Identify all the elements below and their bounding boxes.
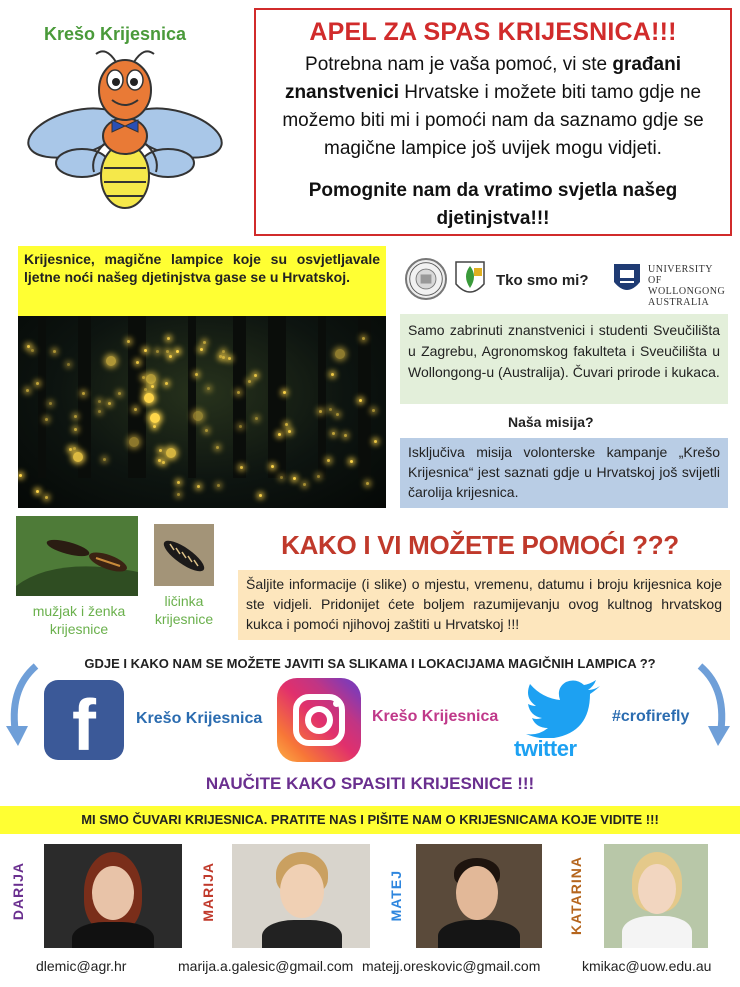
- firefly-glow: [237, 391, 240, 394]
- firefly-glow: [205, 429, 208, 432]
- appeal-help: Pomognite nam da vratimo svjetla našeg djetinjstva!!!: [308, 180, 678, 229]
- appeal-text-bold: građani znanstvenici: [284, 54, 681, 103]
- firefly-glow: [144, 393, 154, 403]
- firefly-glow: [222, 356, 225, 359]
- firefly-glow: [31, 349, 34, 352]
- firefly-glow: [159, 449, 162, 452]
- twitter-hashtag[interactable]: #crofirefly: [612, 708, 690, 725]
- firefly-glow: [329, 408, 332, 411]
- instagram-label[interactable]: Krešo Krijesnica: [372, 708, 499, 725]
- tree-trunk: [38, 316, 46, 478]
- firefly-glow: [108, 402, 111, 405]
- firefly-glow: [136, 361, 139, 364]
- firefly-glow: [49, 402, 52, 405]
- firefly-glow: [278, 433, 281, 436]
- university-zagreb-logo: [405, 258, 447, 300]
- photo-matej: [416, 844, 542, 948]
- photo-darija: [44, 844, 182, 948]
- firefly-glow: [288, 430, 291, 433]
- firefly-glow: [200, 348, 203, 351]
- firefly-glow: [45, 418, 48, 421]
- tree-trunk: [358, 316, 371, 478]
- firefly-glow: [327, 459, 330, 462]
- photo-marija: [232, 844, 370, 948]
- firefly-glow: [176, 350, 179, 353]
- firefly-glow: [151, 385, 154, 388]
- who-text: Samo zabrinuti znanstvenici i studenti Sveučilišta u Zagrebu, Agronomskog fakulteta i Sveučilišta u Wollongong-u (Australija). Čuvari prirode i kukaca.: [400, 314, 728, 404]
- firefly-glow: [271, 465, 274, 468]
- firefly-glow: [217, 484, 220, 487]
- email-marija[interactable]: marija.a.galesic@gmail.com: [178, 958, 354, 974]
- firefly-glow: [167, 337, 170, 340]
- mission-heading: Naša misija?: [508, 414, 594, 430]
- firefly-glow: [317, 475, 320, 478]
- firefly-glow: [228, 357, 231, 360]
- firefly-glow: [195, 373, 198, 376]
- person-name-matej: MATEJ: [388, 870, 404, 922]
- firefly-glow: [165, 382, 168, 385]
- firefly-glow: [240, 466, 243, 469]
- firefly-glow: [118, 392, 121, 395]
- firefly-glow: [158, 459, 161, 462]
- firefly-glow: [142, 376, 145, 379]
- curved-arrow-right-icon: [694, 660, 734, 750]
- facebook-icon[interactable]: f: [44, 680, 124, 760]
- firefly-glow: [73, 452, 83, 462]
- firefly-glow: [144, 388, 147, 391]
- agronomy-faculty-logo: [452, 258, 488, 300]
- follow-banner: MI SMO ČUVARI KRIJESNICA. PRATITE NAS I PIŠITE NAM O KRIJESNICAMA KOJE VIDITE !!!: [0, 806, 740, 834]
- firefly-glow: [36, 490, 39, 493]
- appeal-text-after: Hrvatske i možete biti tamo gdje ne možemo biti mi i pomoći nam da saznamo gdje se magične lampice još uvijek mogu vidjeti.: [282, 82, 704, 159]
- tree-trunk: [233, 316, 246, 478]
- adult-firefly-photo: [16, 516, 138, 596]
- firefly-glow: [169, 355, 172, 358]
- firefly-glow: [239, 425, 242, 428]
- appeal-heading: APEL ZA SPAS KRIJESNICA!!!: [309, 18, 677, 46]
- firefly-glow: [166, 350, 169, 353]
- uow-line3: AUSTRALIA: [648, 297, 710, 308]
- firefly-glow: [359, 399, 362, 402]
- firefly-glow: [106, 356, 116, 366]
- appeal-text: [270, 51, 716, 163]
- person-name-marija: MARIJA: [200, 862, 216, 922]
- tree-trunk: [268, 316, 286, 478]
- firefly-glow: [98, 410, 101, 413]
- firefly-glow: [319, 410, 322, 413]
- tree-trunk: [318, 316, 326, 478]
- firefly-glow: [197, 485, 200, 488]
- firefly-glow: [73, 447, 76, 450]
- firefly-glow: [255, 417, 258, 420]
- howto-heading: KAKO I VI MOŽETE POMOĆI ???: [281, 530, 679, 560]
- firefly-glow: [36, 382, 39, 385]
- firefly-glow: [336, 413, 339, 416]
- firefly-glow: [27, 345, 30, 348]
- person-name-darija: DARIJA: [10, 862, 26, 921]
- firefly-glow: [74, 415, 77, 418]
- firefly-glow: [335, 349, 345, 359]
- firefly-glow: [150, 413, 160, 423]
- twitter-bird-icon[interactable]: [524, 678, 604, 738]
- email-darija[interactable]: dlemic@agr.hr: [36, 958, 127, 974]
- firefly-glow: [372, 409, 375, 412]
- firefly-glow: [293, 477, 296, 480]
- firefly-glow: [98, 400, 101, 403]
- firefly-glow: [350, 460, 353, 463]
- larva-photo: [154, 524, 214, 586]
- photo-katarina: [604, 844, 708, 948]
- firefly-glow: [331, 373, 334, 376]
- firefly-glow: [222, 350, 225, 353]
- firefly-glow: [156, 350, 159, 353]
- appeal-text-before: Potrebna nam je vaša pomoć, vi ste: [305, 54, 613, 75]
- uow-line2: OF WOLLONGONG: [648, 275, 726, 297]
- firefly-glow: [259, 494, 262, 497]
- instagram-icon[interactable]: [277, 678, 361, 762]
- firefly-glow: [283, 391, 286, 394]
- mission-text: Isključiva misija volonterske kampanje „Krešo Krijesnica“ jest saznati gdje u Hrvatskoj još svijetli čarolija krijesnica.: [400, 438, 728, 508]
- curved-arrow-left-icon: [2, 660, 42, 750]
- firefly-glow: [285, 423, 288, 426]
- firefly-glow: [129, 437, 139, 447]
- firefly-glow: [203, 341, 206, 344]
- firefly-glow: [153, 425, 156, 428]
- firefly-glow: [82, 392, 85, 395]
- email-katarina[interactable]: kmikac@uow.edu.au: [582, 958, 712, 974]
- firefly-glow: [74, 428, 77, 431]
- firefly-glow: [146, 374, 156, 384]
- appeal-box: [254, 8, 732, 236]
- person-name-katarina: KATARINA: [568, 856, 584, 936]
- firefly-glow: [144, 349, 147, 352]
- learn-heading: NAUČITE KAKO SPASITI KRIJESNICE !!!: [205, 774, 535, 793]
- howto-text: Šaljite informacije (i slike) o mjestu, vremenu, datumu i broju krijesnica koje ste vidjeli. Pridonijet ćete boljem razumijevanju ovog kultnog hrvatskog kukca i pomoći njihovoj zaštiti u Hrvatskoj !!!: [238, 570, 730, 640]
- firefly-glow: [366, 482, 369, 485]
- firefly-glow: [207, 387, 210, 390]
- facebook-label[interactable]: Krešo Krijesnica: [136, 710, 263, 727]
- firefly-glow: [216, 446, 219, 449]
- intro-text: Krijesnice, magične lampice koje su osvjetljavale ljetne noći našeg djetinjstva gase se u Hrvatskoj.: [18, 246, 386, 316]
- firefly-glow: [53, 350, 56, 353]
- firefly-glow: [67, 363, 70, 366]
- firefly-glow: [374, 440, 377, 443]
- contact-heading: GDJE I KAKO NAM SE MOŽETE JAVITI SA SLIKAMA I LOKACIJAMA MAGIČNIH LAMPICA ??: [84, 656, 656, 671]
- adult-caption: mužjak i ženka krijesnice: [32, 603, 126, 637]
- firefly-mascot: [20, 48, 230, 218]
- firefly-glow: [162, 461, 165, 464]
- firefly-glow: [362, 337, 365, 340]
- firefly-glow: [332, 432, 335, 435]
- firefly-glow: [127, 340, 130, 343]
- firefly-glow: [103, 458, 106, 461]
- mascot-title: Krešo Krijesnica: [44, 24, 187, 44]
- firefly-glow: [248, 380, 251, 383]
- firefly-glow: [166, 448, 176, 458]
- wollongong-shield-logo: [612, 262, 642, 298]
- firefly-glow: [280, 476, 283, 479]
- uow-line1: UNIVERSITY: [648, 264, 713, 275]
- firefly-glow: [19, 474, 22, 477]
- firefly-glow: [45, 496, 48, 499]
- twitter-wordmark[interactable]: twitter: [514, 736, 577, 761]
- firefly-glow: [134, 408, 137, 411]
- email-matej[interactable]: matejj.oreskovic@gmail.com: [362, 958, 541, 974]
- firefly-glow: [254, 374, 257, 377]
- firefly-glow: [26, 389, 29, 392]
- firefly-glow: [303, 483, 306, 486]
- firefly-glow: [69, 448, 72, 451]
- firefly-glow: [177, 481, 180, 484]
- firefly-glow: [344, 434, 347, 437]
- wollongong-wordmark: [648, 264, 740, 308]
- firefly-glow: [177, 493, 180, 496]
- forest-fireflies-photo: [18, 316, 386, 508]
- firefly-glow: [193, 411, 203, 421]
- who-heading: Tko smo mi?: [496, 272, 589, 289]
- tree-trunk: [188, 316, 196, 478]
- larva-caption: ličinka krijesnice: [154, 593, 214, 627]
